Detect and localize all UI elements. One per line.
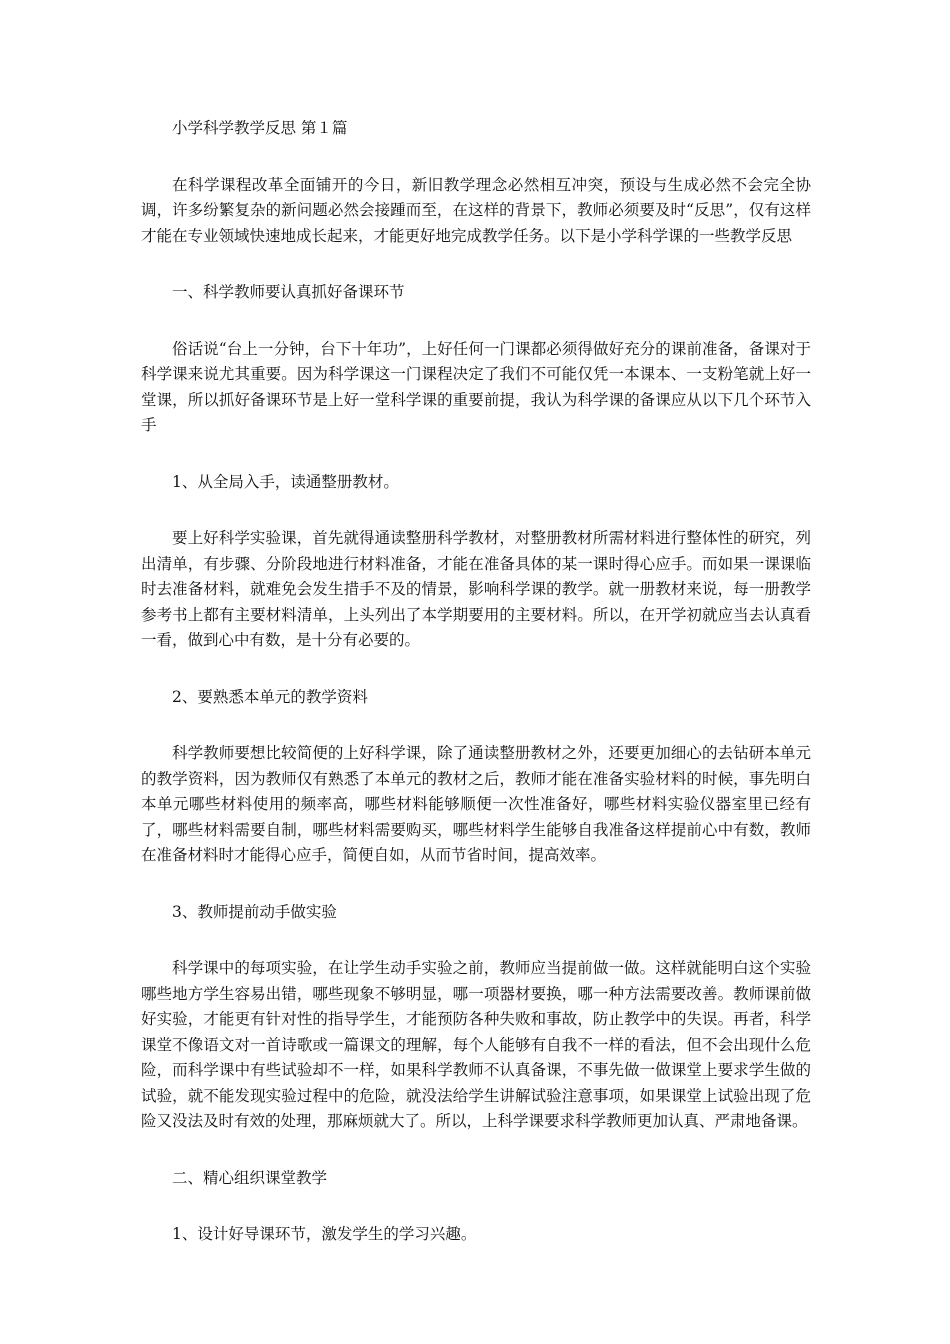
subsection-heading-1: 1、从全局入手，读通整册教材。 xyxy=(172,472,399,491)
document-body xyxy=(141,116,811,1279)
subsection-heading-3: 3、教师提前动手做实验 xyxy=(172,902,337,921)
section-heading-2: 二、精心组织课堂教学 xyxy=(172,1168,328,1187)
subsection-heading-2: 2、要熟悉本单元的教学资料 xyxy=(172,687,368,706)
paragraph-experiments: 科学课中的每项实验，在让学生动手实验之前，教师应当提前做一做。这样就能明白这个实验哪些地方学生容易出错，哪些现象不够明显，哪一项器材要换，哪一种方法需要改善。教师课前做好实验，才能更有针对性的指导学生，才能预防各种失败和事故，防止教学中的失误。再者，科学课堂不像语文对一首诗歌或一篇课文的理解，每个人能够有自我不一样的看法，但不会出现什么危险，而科学课中有些试验却不一样，如果科学教师不认真备课，不事先做一做课堂上要求学生做的试验，就不能发现实验过程中的危险，就没法给学生讲解试验注意事项，如果课堂上试验出现了危险又没法及时有效的处理，那麻烦就大了。所以，上科学课要求科学教师更加认真、严肃地备课。 xyxy=(141,959,811,1130)
paragraph-preparation: 俗话说“台上一分钟，台下十年功”，上好任何一门课都必须得做好充分的课前准备，备课对于科学课来说尤其重要。因为科学课这一门课程决定了我们不可能仅凭一本课本、一支粉笔就上好一堂课，所以抓好备课环节是上好一堂科学课的重要前提，我认为科学课的备课应从以下几个环节入手 xyxy=(141,339,811,434)
section-heading-1: 一、科学教师要认真抓好备课环节 xyxy=(172,283,405,301)
subsection-heading-4: 1、设计好导课环节，激发学生的学习兴趣。 xyxy=(172,1225,477,1243)
paragraph-whole-textbook: 要上好科学实验课，首先就得通读整册科学教材，对整册教材所需材料进行整体性的研究，列出清单，有步骤、分阶段地进行材料准备，才能在准备具体的某一课时得心应手。而如果一课课临时去准备材料，就难免会发生措手不及的情景，影响科学课的教学。就一册教材来说，每一册教学参考书上都有主要材料清单，上头列出了本学期要用的主要材料。所以，在开学初就应当去认真看一看，做到心中有数，是十分有必要的。 xyxy=(141,529,811,649)
document-title: 小学科学教学反思 第１篇 xyxy=(172,119,348,137)
paragraph-unit-materials: 科学教师要想比较简便的上好科学课，除了通读整册教材之外，还要更加细心的去钻研本单元的教学资料，因为教师仅有熟悉了本单元的教材之后，教师才能在准备实验材料的时候，事先明白本单元哪些材料使用的频率高，哪些材料能够顺便一次性准备好，哪些材料实验仪器室里已经有了，哪些材料需要自制，哪些材料需要购买，哪些材料学生能够自我准备这样提前心中有数，教师在准备材料时才能得心应手，简便自如，从而节省时间，提高效率。 xyxy=(141,744,811,864)
paragraph-intro: 在科学课程改革全面铺开的今日，新旧教学理念必然相互冲突，预设与生成必然不会完全协调，许多纷繁复杂的新问题必然会接踵而至，在这样的背景下，教师必须要及时“反思”，仅有这样才能在专业领域快速地成长起来，才能更好地完成教学任务。以下是小学科学课的一些教学反思 xyxy=(141,175,811,245)
